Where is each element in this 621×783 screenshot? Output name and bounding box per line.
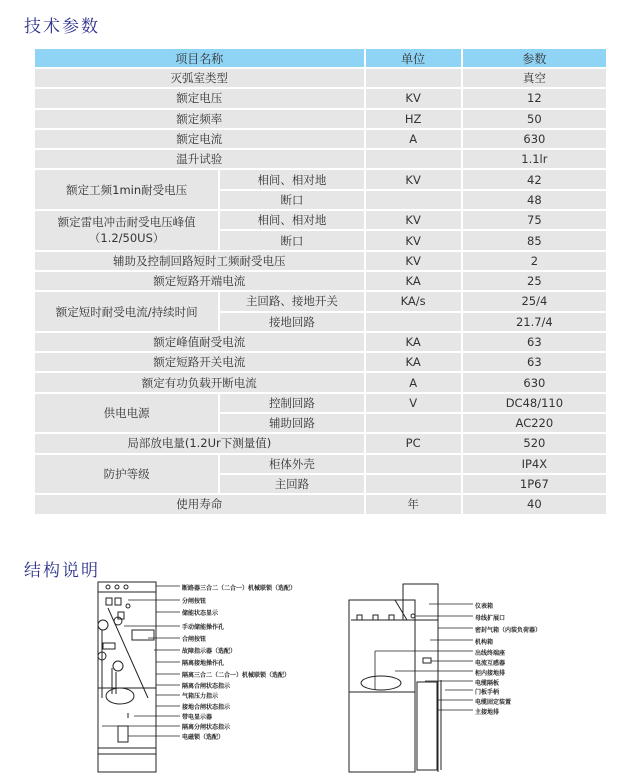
table-row: [35, 373, 606, 391]
table-row: [35, 292, 606, 310]
front-view-diagram: [88, 578, 298, 778]
row-unit: [366, 455, 461, 473]
row-unit: KA: [366, 272, 461, 290]
row-value: 630: [463, 130, 606, 148]
row-unit: [366, 150, 461, 168]
row-value: 40: [463, 495, 606, 513]
diagram-label: 隔离接地操作孔: [182, 660, 225, 667]
row-unit: A: [366, 130, 461, 148]
row-name: 额定峰值耐受电流: [35, 333, 364, 351]
row-unit: KA/s: [366, 292, 461, 310]
table-row: [35, 434, 606, 452]
diagram-label: 储能状态显示: [182, 610, 219, 617]
row-name: 额定短路开关电流: [35, 353, 364, 371]
row-value: 42: [463, 170, 606, 188]
diagram-label: 手动储能操作孔: [182, 624, 225, 631]
table-header-row: [35, 49, 606, 67]
side-section-diagram: [345, 580, 545, 780]
table-row: [35, 89, 606, 107]
table-row: [35, 353, 606, 371]
diagram-label: 门板手柄: [475, 689, 500, 696]
row-unit: KA: [366, 353, 461, 371]
row-value: 2: [463, 252, 606, 270]
table-row: [35, 394, 606, 412]
diagram-label: 电缆隔板: [475, 680, 500, 687]
table-row: [35, 170, 606, 188]
row-unit: A: [366, 373, 461, 391]
row-value: 21.7/4: [463, 313, 606, 331]
row-value: 85: [463, 231, 606, 249]
diagram-label: 断路器三合二（二合一）机械联锁（选配）: [182, 585, 297, 592]
diagram-label: 柜内接地排: [475, 670, 506, 677]
header-unit: 单位: [366, 49, 461, 67]
row-unit: KA: [366, 333, 461, 351]
diagram-label: 分闸按钮: [182, 598, 207, 605]
table-row: [35, 110, 606, 128]
diagram-label: 接地合闸状态指示: [182, 704, 231, 711]
row-subname: 控制回路: [220, 394, 363, 412]
row-value: 25: [463, 272, 606, 290]
table-row: [35, 333, 606, 351]
header-param: 参数: [463, 49, 606, 67]
diagram-label: 电流互感器: [475, 660, 506, 667]
row-value: 520: [463, 434, 606, 452]
row-unit: V: [366, 394, 461, 412]
row-name: 局部放电量(1.2Ur下测量值): [35, 434, 364, 452]
row-unit: [366, 475, 461, 493]
row-unit: KV: [366, 252, 461, 270]
header-item-name: 项目名称: [35, 49, 364, 67]
row-unit: KV: [366, 231, 461, 249]
row-subname: 主回路: [220, 475, 363, 493]
diagram-label: 故障指示器（选配）: [182, 648, 237, 655]
row-value: 真空: [463, 69, 606, 87]
row-value: 63: [463, 333, 606, 351]
row-name: 供电电源: [35, 394, 218, 433]
row-value: 1.1lr: [463, 150, 606, 168]
row-value: 75: [463, 211, 606, 229]
diagram-label: 气箱压力指示: [182, 693, 219, 700]
table-row: [35, 252, 606, 270]
table-row: [35, 495, 606, 513]
row-value: 1P67: [463, 475, 606, 493]
row-subname: 断口: [220, 191, 363, 209]
row-value: 25/4: [463, 292, 606, 310]
row-name-line1: 额定雷电冲击耐受电压峰值: [57, 215, 196, 230]
row-value: IP4X: [463, 455, 606, 473]
diagram-label: 电磁锁（选配）: [182, 734, 225, 741]
row-name: [35, 211, 218, 250]
table-row: [35, 211, 606, 229]
row-unit: HZ: [366, 110, 461, 128]
row-unit: [366, 191, 461, 209]
diagram-label: 合闸按钮: [182, 636, 207, 643]
diagram-label: 母线扩展口: [475, 615, 506, 622]
diagram-label: 电缆固定装置: [475, 699, 512, 706]
row-subname: 辅助回路: [220, 414, 363, 432]
table-row: [35, 272, 606, 290]
row-name: 额定有功负载开断电流: [35, 373, 364, 391]
row-name-line2: （1.2/50US）: [88, 231, 165, 246]
row-subname: 相间、相对地: [220, 211, 363, 229]
section-title-structure: 结构说明: [24, 561, 100, 581]
row-name: 额定频率: [35, 110, 364, 128]
side-section-drawing: [345, 580, 545, 780]
row-unit: [366, 414, 461, 432]
row-value: 630: [463, 373, 606, 391]
row-name: 防护等级: [35, 455, 218, 494]
row-name: 温升试验: [35, 150, 364, 168]
row-subname: 相间、相对地: [220, 170, 363, 188]
row-value: 48: [463, 191, 606, 209]
row-unit: PC: [366, 434, 461, 452]
row-value: 50: [463, 110, 606, 128]
section-title-tech-params: 技术参数: [24, 17, 100, 37]
row-unit: KV: [366, 170, 461, 188]
table-row: [35, 455, 606, 473]
row-unit: KV: [366, 89, 461, 107]
row-unit: [366, 313, 461, 331]
row-name: 使用寿命: [35, 495, 364, 513]
tech-params-table: [33, 47, 608, 516]
diagram-label: 密封气箱（内装负荷器）: [475, 627, 542, 634]
diagram-label: 仪表箱: [475, 603, 494, 610]
row-value: DC48/110: [463, 394, 606, 412]
row-subname: 接地回路: [220, 313, 363, 331]
row-name: 额定工频1min耐受电压: [35, 170, 218, 209]
diagram-label: 机构箱: [475, 639, 494, 646]
table-row: [35, 69, 606, 87]
row-unit: [366, 69, 461, 87]
table-row: [35, 130, 606, 148]
row-name: 额定电流: [35, 130, 364, 148]
row-subname: 主回路、接地开关: [220, 292, 363, 310]
table-row: [35, 150, 606, 168]
row-name: 辅助及控制回路短时工频耐受电压: [35, 252, 364, 270]
row-name: 额定短路开端电流: [35, 272, 364, 290]
row-unit: 年: [366, 495, 461, 513]
row-subname: 断口: [220, 231, 363, 249]
diagram-label: 隔离合闸状态指示: [182, 683, 231, 690]
diagram-label: 隔离三合二（二合一）机械联锁（选配）: [182, 672, 291, 679]
row-value: 63: [463, 353, 606, 371]
diagram-label: 隔离分闸状态指示: [182, 724, 231, 731]
row-name: 额定短时耐受电流/持续时间: [35, 292, 218, 331]
row-value: AC220: [463, 414, 606, 432]
diagram-label: 带电显示器: [182, 714, 213, 721]
row-value: 12: [463, 89, 606, 107]
diagram-label: 主接地排: [475, 709, 500, 716]
row-unit: KV: [366, 211, 461, 229]
diagram-label: 出线终端座: [475, 650, 506, 657]
row-name: 灭弧室类型: [35, 69, 364, 87]
row-subname: 柜体外壳: [220, 455, 363, 473]
row-name: 额定电压: [35, 89, 364, 107]
